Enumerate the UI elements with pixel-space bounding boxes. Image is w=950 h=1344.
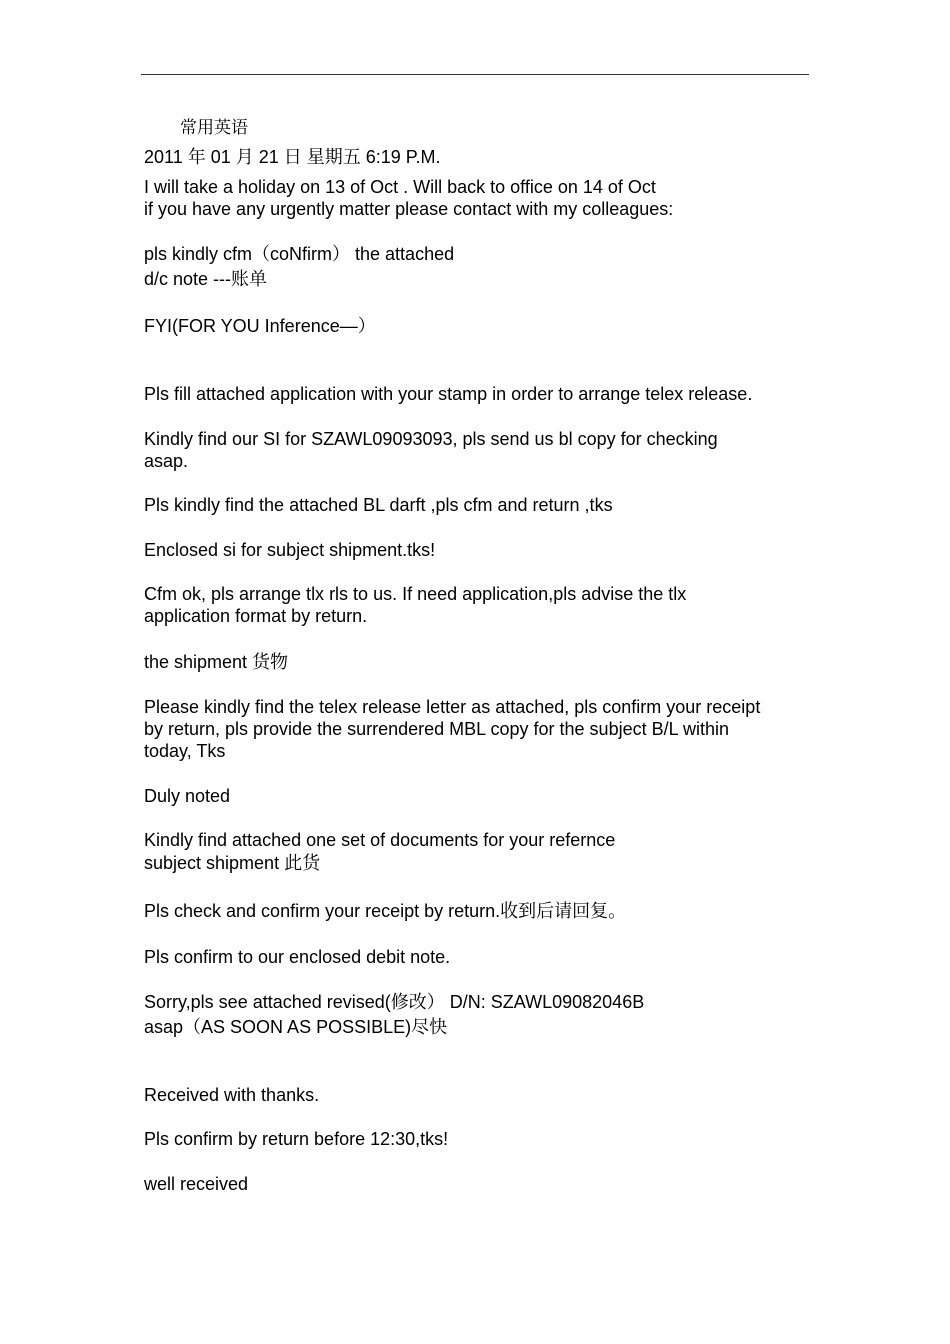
text-line: Pls kindly find the attached BL darft ,pls cfm and return ,tks — [144, 495, 613, 515]
text-line: Cfm ok, pls arrange tlx rls to us. If need application,pls advise the tlx — [144, 584, 687, 604]
text-line: Pls confirm to our enclosed debit note. — [144, 947, 451, 967]
text-line: FYI(FOR YOU Inference—） — [144, 316, 376, 336]
text-line: asap. — [144, 451, 189, 471]
document-date: 2011 年 01 月 21 日 星期五 6:19 P.M. — [144, 147, 441, 167]
text-line: d/c note ---账单 — [144, 269, 268, 289]
text-line: pls kindly cfm（coNfirm） the attached — [144, 244, 455, 264]
text-line: subject shipment 此货 — [144, 853, 321, 873]
text-line: I will take a holiday on 13 of Oct . Will back to office on 14 of Oct — [144, 177, 656, 197]
text-line: Sorry,pls see attached revised(修改） D/N: SZAWL09082046B — [144, 992, 645, 1012]
text-line: Kindly find our SI for SZAWL09093093, pls send us bl copy for checking — [144, 429, 718, 449]
text-line: Kindly find attached one set of documents for your refernce — [144, 830, 616, 850]
document-title: 常用英语 — [180, 118, 248, 138]
text-line: Pls fill attached application with your stamp in order to arrange telex release. — [144, 384, 753, 404]
text-line: application format by return. — [144, 606, 368, 626]
text-line: Duly noted — [144, 786, 231, 806]
text-line: well received — [144, 1174, 249, 1194]
text-line: Please kindly find the telex release letter as attached, pls confirm your receipt — [144, 697, 761, 717]
text-line: by return, pls provide the surrendered MBL copy for the subject B/L within — [144, 719, 729, 739]
text-line: today, Tks — [144, 741, 226, 761]
text-line: the shipment 货物 — [144, 652, 289, 672]
text-line: Received with thanks. — [144, 1085, 320, 1105]
header-rule — [141, 74, 809, 75]
text-line: if you have any urgently matter please contact with my colleagues: — [144, 199, 674, 219]
text-line: Pls confirm by return before 12:30,tks! — [144, 1129, 449, 1149]
text-line: Enclosed si for subject shipment.tks! — [144, 540, 436, 560]
text-line: asap（AS SOON AS POSSIBLE)尽快 — [144, 1017, 448, 1037]
text-line: Pls check and confirm your receipt by return.收到后请回复。 — [144, 901, 627, 921]
